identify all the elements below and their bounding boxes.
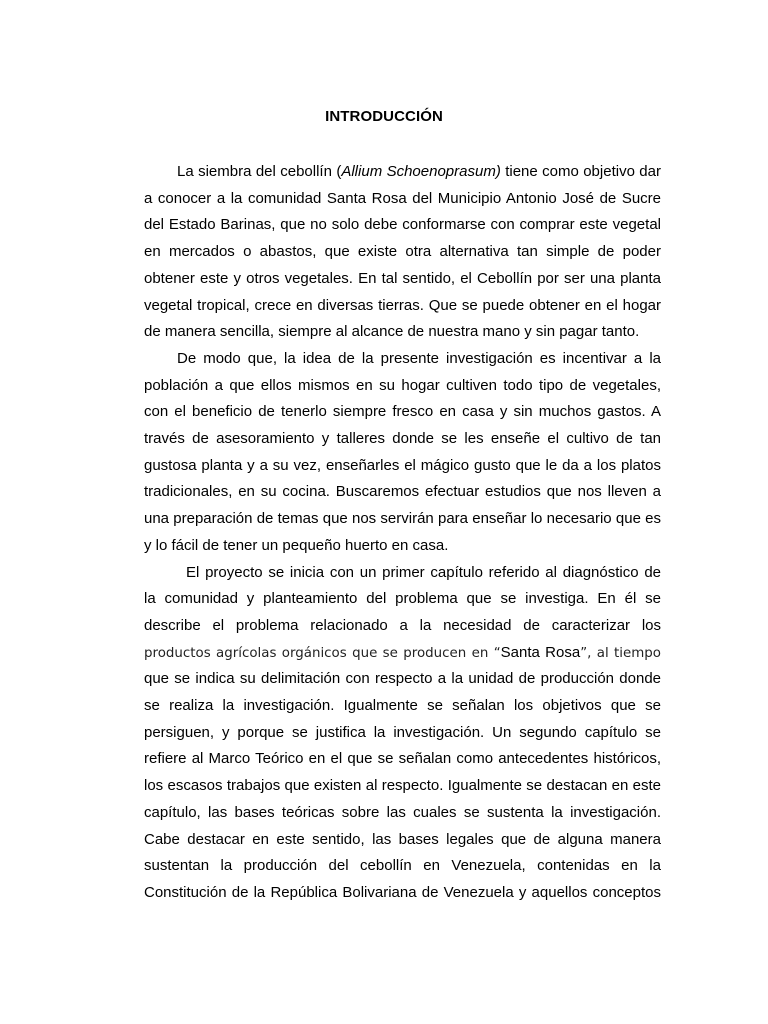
text-line [144,479,661,505]
text-segment: Santa Rosa [500,643,581,661]
text-segment: describe el problema relacionado a la necesidad de caracterizar los [144,616,661,634]
text-segment: una preparación de temas que nos servirán para enseñar lo necesario que es [144,510,661,528]
text-line [144,533,661,559]
text-segment: que se indica su delimitación con respecto a la unidad de producción donde [144,670,661,688]
text-segment: La siembra del cebollín ( [177,163,342,180]
text-segment: se realiza la investigación. Igualmente se señalan los objetivos que se [144,697,661,714]
text-line [144,319,661,345]
text-line [144,399,661,425]
text-line [144,666,661,692]
text-segment: la comunidad y planteamiento del problema que se investiga. En él se [144,590,661,608]
text-line [144,693,661,719]
text-segment: tradicionales, en su cocina. Buscaremos efectuar estudios que nos lleven a [144,483,661,501]
text-line [144,453,661,479]
text-segment: población a que ellos mismos en su hogar cultiven todo tipo de vegetales, [144,376,661,394]
text-line [144,827,661,853]
text-segment: a conocer a la comunidad Santa Rosa del Municipio Antonio José de Sucre [144,189,661,207]
text-line [144,159,661,185]
text-line [144,773,661,799]
text-line [144,560,661,586]
text-segment: con el beneficio de tenerlo siempre fresco en casa y sin muchos gastos. A [144,403,661,421]
text-segment: de manera sencilla, siempre al alcance de nuestra mano y sin pagar tanto. [144,323,640,341]
text-segment: sustentan la producción del cebollín en Venezuela, contenidas en la [144,857,661,875]
text-line [144,426,661,452]
text-line [144,800,661,826]
text-line [144,239,661,265]
text-segment: persiguen, y porque se justifica la investigación. Un segundo capítulo se [144,723,661,741]
text-segment: El proyecto se inicia con un primer capítulo referido al diagnóstico de [186,563,661,581]
text-segment: del Estado Barinas, que no solo debe conformarse con comprar este vegetal [144,216,661,234]
text-segment: en mercados o abastos, que existe otra alternativa tan simple de poder [144,243,661,261]
text-line [144,853,661,879]
text-segment: Cabe destacar en este sentido, las bases legales que de alguna manera [144,830,661,848]
text-line [144,613,661,639]
text-line [144,266,661,292]
text-line [144,880,661,906]
italic-text: Allium Schoenoprasum) [341,163,501,180]
text-segment: tiene como objetivo dar [500,163,661,180]
text-line [144,506,661,532]
text-line [144,293,661,319]
text-segment: Constitución de la República Bolivariana de Venezuela y aquellos conceptos [144,883,661,901]
text-segment: gustosa planta y a su vez, enseñarles el mágico gusto que le da a los platos [144,456,661,474]
text-segment: y lo fácil de tener un pequeño huerto en casa. [144,536,449,554]
text-segment: los escasos trabajos que existen al respecto. Igualmente se destacan en este [144,777,661,795]
text-segment: refiere al Marco Teórico en el que se señalan como antecedentes históricos, [144,750,661,768]
text-line [144,373,661,399]
page-title: INTRODUCCIÓN [325,108,443,125]
text-line [144,746,661,772]
text-line [144,640,661,666]
text-segment: vegetal tropical, crece en diversas tierras. Que se puede obtener en el hogar [144,296,661,314]
text-line [144,212,661,238]
text-line [144,346,661,372]
text-segment: productos agrícolas orgánicos que se producen en “ [144,645,501,661]
text-line [144,186,661,212]
text-segment: través de asesoramiento y talleres donde se les enseñe el cultivo de tan [144,430,661,447]
text-segment: capítulo, las bases teóricas sobre las cuales se sustenta la investigación. [144,803,661,821]
text-segment: ”, al tiempo [580,645,662,661]
text-segment: obtener este y otros vegetales. En tal sentido, el Cebollín por ser una planta [144,269,661,287]
text-segment: De modo que, la idea de la presente investigación es incentivar a la [177,349,661,367]
text-line [144,720,661,746]
text-line [144,586,661,612]
